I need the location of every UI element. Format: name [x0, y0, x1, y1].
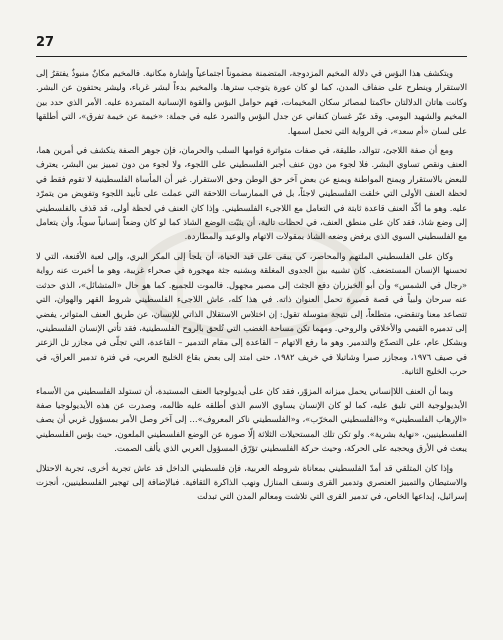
paragraph-1: ويتكشف هذا البؤس في دلالة المخيم المزدوجة، المتضمنة مضموناً اجتماعياً وإشارة مكانية. فالمخيم مكانٌ منبوذٌ يفتقرُ إلى الاستقرار وينطرح على ضفاف المدن، كما لو كان عورة يتوجب سترها. والمخيم بدءاً لبشر غرباء، وليشر يحتفون عن البشر. وكانت هاتان الدلالتان حاكمتا لمصائر سكان المخيمات، فهم حوامل البؤس والقوة الإنسانية المتمردة عليه. الأمر الذي حدد بين المخيم والشهيد اليومي. وقد عبّر غسان كنفاني عن جدل البؤس والتمرد عليه في جملة: «خيمة عن خيمة تفرق»، التي أطلقها على لسان «أم سعد»، في الرواية التي تحمل اسمها. [36, 68, 467, 136]
header-rule [36, 56, 467, 57]
page-number: 27 [36, 35, 55, 50]
paragraph-3: وكان على الفلسطيني الملتهم والمحاصر، كي يبقى على قيد الحياة، أن يلجأ إلى المكر البري، وإلى لعبة الأقنعة، التي لا تحسنها الإنسان المستضعف. كان تشبيه بين الجدوى المغلقة وبشنبه جثة مهجورة في صحراء غريبة، وهو ما أخبرت عنه رواية «رجال في الشمس» وأن أبو الخيزران دفع الجثث إلى مصير مجهول. فالموت للجميع. كما هو حال «المتشائل»، الذي حدثت عنه سرحان ولبياً في قصة قصيرة تحمل العنوان ذاته. في هذا كله، عاش اللاجىء الفلسطيني شروط القهر والهوان، التي تتصاعد معنا وتنقضي، متطلعاً، إلى نتيجة متوسلة تقول: إن اختلاس الاستقلال الذاتي للإنسان، عن طريق العنف المتواتر، يفضي إلى تدميره القيمي والأخلاقي والروحي. ومهما تكن مساحة الغضب التي تُلحق بالروح الفلسطينية، فقد تأتي الإنسان الفلسطيني، وبشكل عام، على التصدّع والتدمير. وهو ما رفع الاتهام – القاعدة إلى مقام التدمير – القاعدة، التي تجلّى في مجازر تل الزعتر في صيف ١٩٧٦، ومجازر صبرا وشاتيلا في خريف ١٩٨٢، حتى امتد إلى بعض بقاع الخليج العربي، في فترة تدمير العراق، في حرب الخليج الثانية. [36, 250, 467, 377]
paragraph-2: ومع أن صفة اللاجئ، تتوالد، طليقة، في صفات متواترة قوامها السلب والحرمان، فإن جوهر الصفة ينكشف في أمرين هما، العنف ونقص تساوي البشر. فلا لجوء من دون عنف أجبر الفلسطيني على اللجوء، ولا لجوء من دون تمييز بين البشر، يعترف للبعض بالاستقرار ويمنح المواطنة ويمنع عن بعض آخر حق الوطن وحق الاستقرار. غير أن المأساة الفلسطينية لا تقوم فقط في لحظة العنف الأولى التي خلقت الفلسطيني لاجئاً، بل في الممارسات اللاحقة التي عملت على تأبيد اللجوء وتفويض من يتمرّد عليه. وهو ما أكّد العنف قاعدة ثابتة في التعامل مع اللاجىء الفلسطيني. وإذا كان العنف في لحظة أولى، قد قذف بالفلسطيني إلى وضع شاذ، فقد كان على منطق العنف، في لحظات تالية، أن يثبّت الوضع الشاذ كما لو كان وضعاً إنسانياً سوياً، وأن يتعامل مع الفلسطيني السوي الذي يرفض وضعه الشاذ بمقولات الاتهام والوعيد والمطاردة. [36, 145, 467, 242]
paragraph-4: وبما أن العنف اللاإنساني يحمل ميزانه المزوّر، فقد كان على أيديولوجيا العنف المستبدة، أن تستولد الفلسطيني من الأسماء الأيديولوجية التي تليق عليه، كما لو كان الإنسان يساوي الاسم الذي أطلقه عليه ظالمه، وصدرت عن هذه الأيديولوجيا صفة «الإرهاب الفلسطيني» و«الفلسطيني المخرّب»، و«الفلسطيني ناكر المعروف»… إلى آخر وصل الأمر بمسؤول غربي أن يصف الفلسطينيين، «نهاية بشرية». ولو تكن تلك المستحيلات الثلاثة إلّا صورة عن الوضع الفلسطيني الملعون، حيث بؤس الفلسطيني يبعث في الأرق ويحجبه على الحركة، وحيث حركة الفلسطيني تؤرّق المسؤول العربي الذي يألف الصمت. [36, 385, 467, 454]
body-text [36, 66, 467, 509]
paragraph-5: وإذا كان المتلقي قد أمدّ الفلسطيني بمعاناة شروطه العربية، فإن فلسطيني الداخل قد عاش تجربة أخرى، تجربة الاحتلال والاستيطان والتمييز العنصري وتدمير القرى ونسف المنازل ونهب الذاكرة الثقافية. فبالإضافة إلى تهجير الفلسطينيين، أنجزت إسرائيل، إبداعها الخاص، في تدمير القرى التي تلاشت ومعالم المدن التي تبدلت [36, 462, 467, 502]
